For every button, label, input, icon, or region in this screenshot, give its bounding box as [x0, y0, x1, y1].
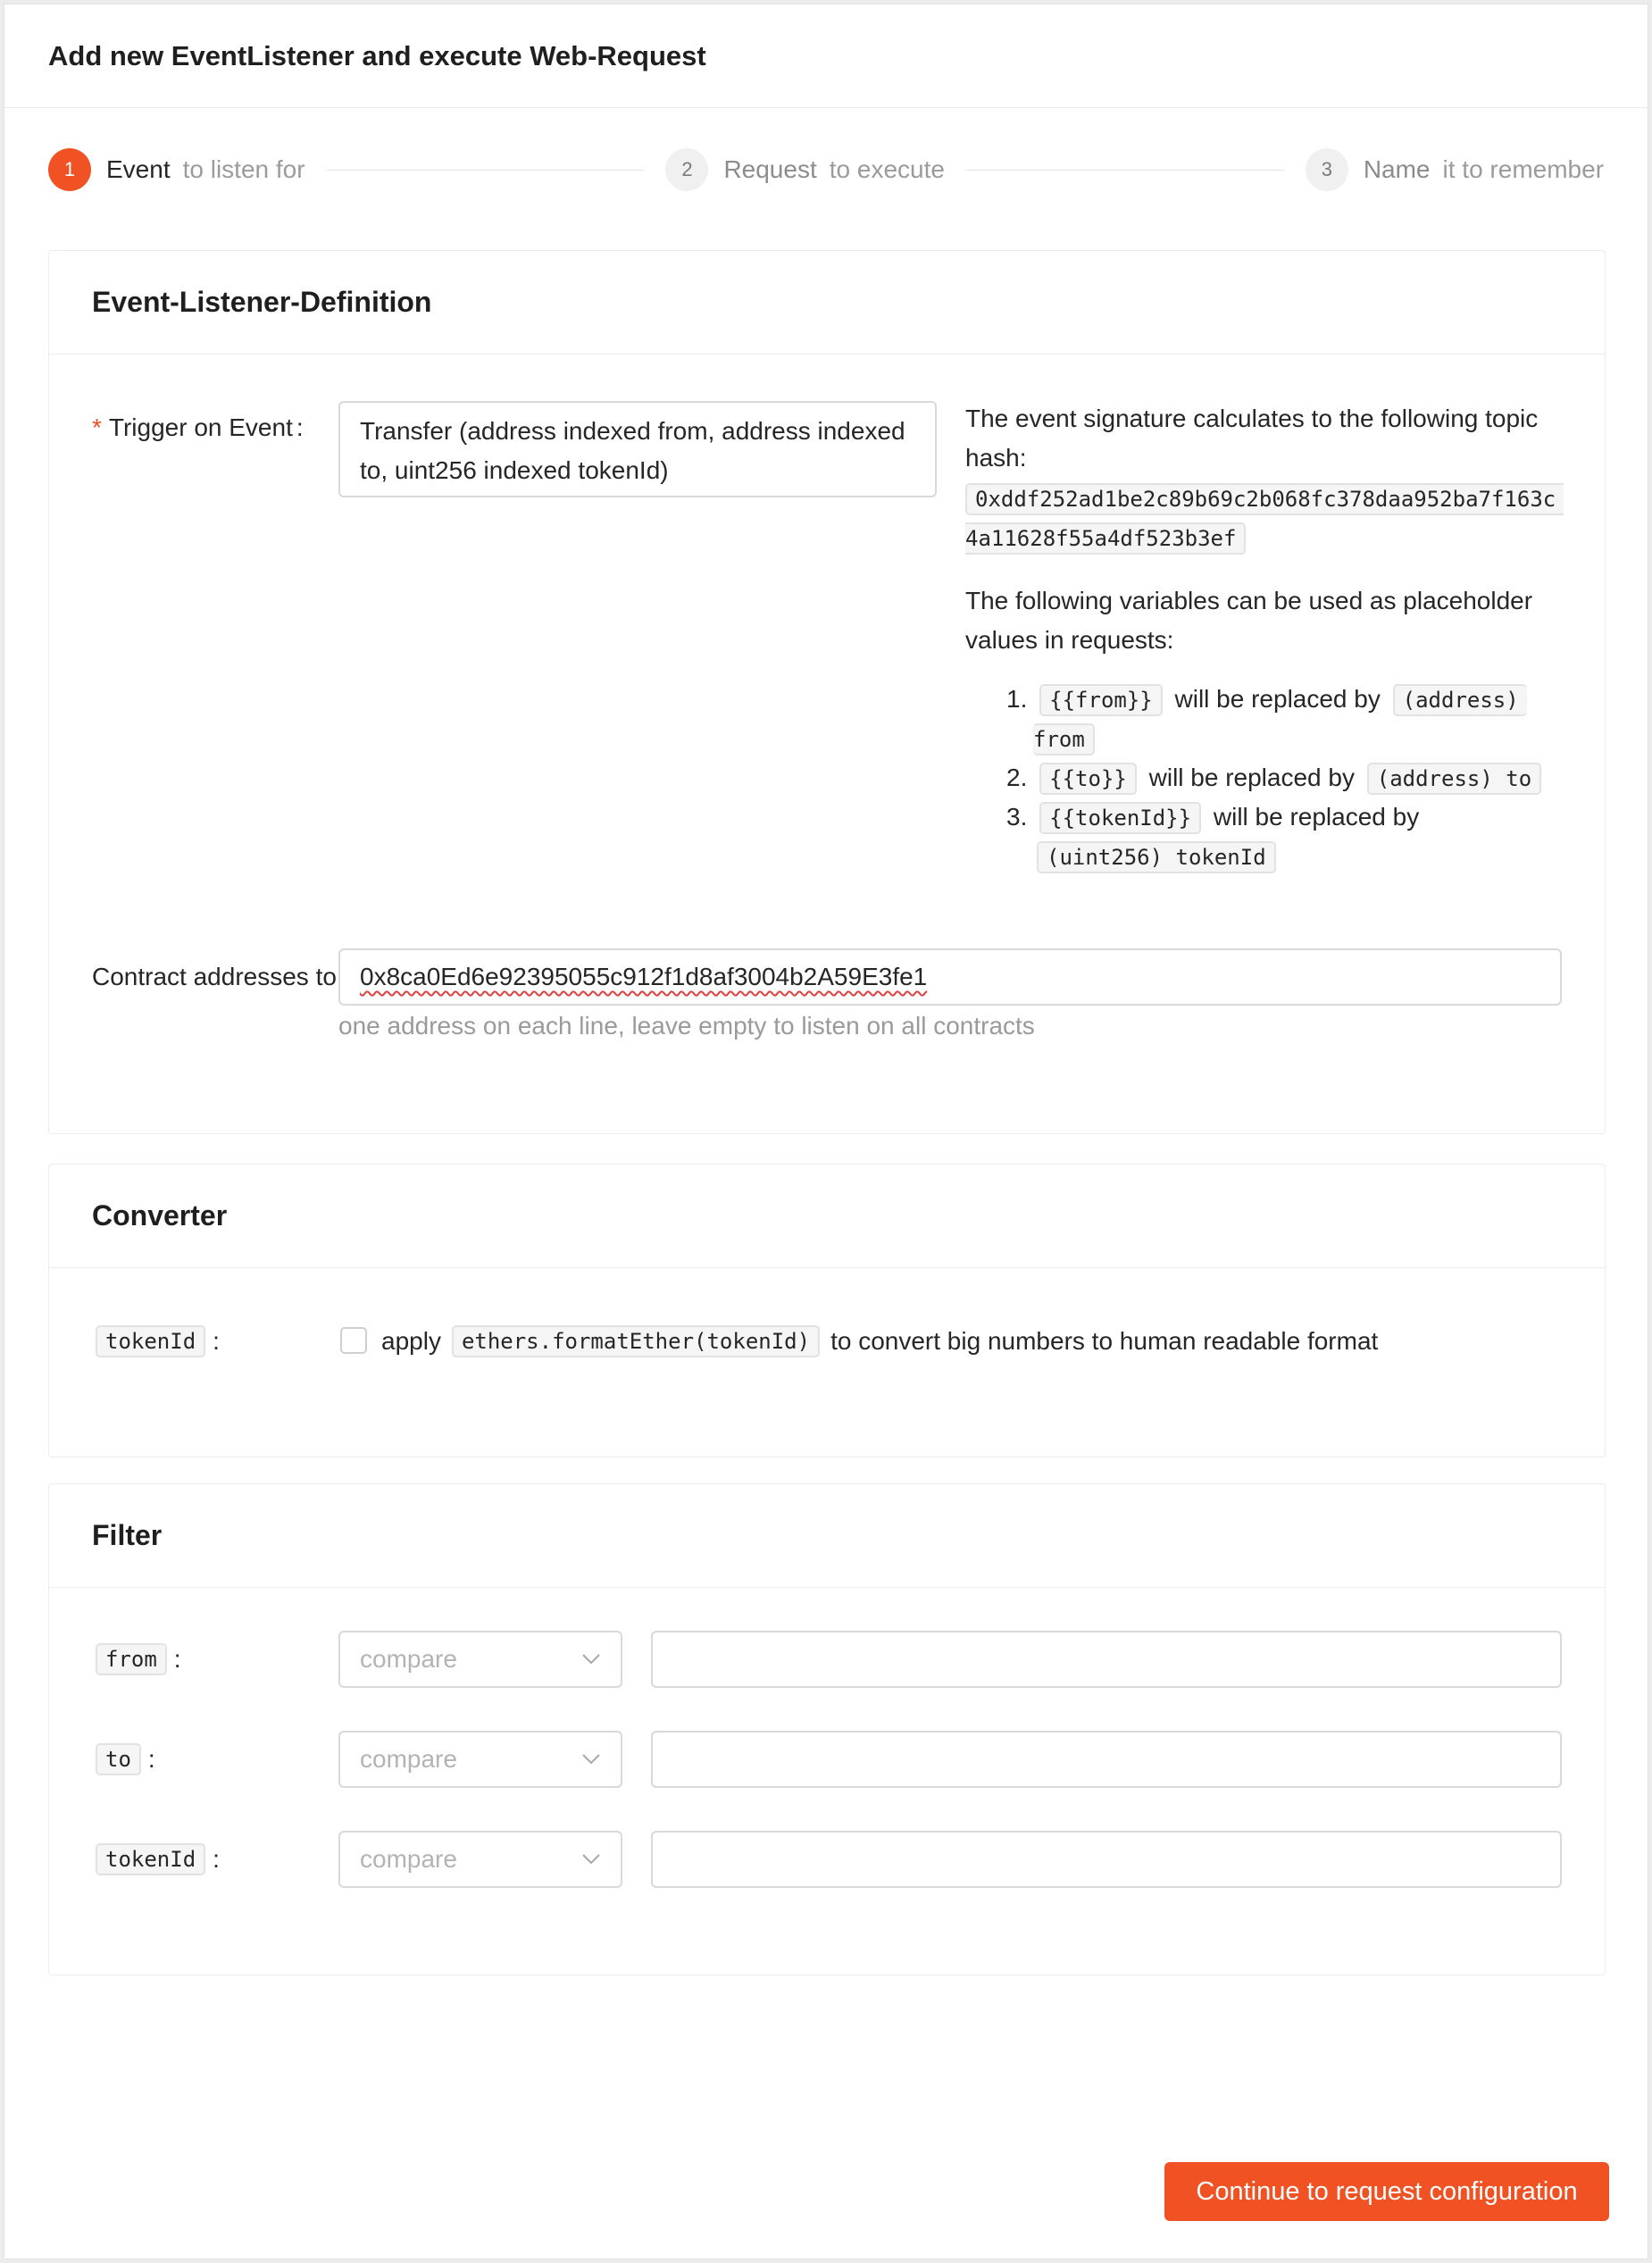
- step-event[interactable]: [48, 148, 305, 191]
- contract-addresses-help: one address on each line, leave empty to listen on all contracts: [338, 1012, 1035, 1040]
- trigger-event-textarea[interactable]: Transfer (address indexed from, address indexed to, uint256 indexed tokenId): [338, 401, 937, 497]
- card-header: [49, 251, 1605, 355]
- list-item-continued: from: [1033, 724, 1095, 753]
- card-header: [49, 1484, 1605, 1588]
- contract-addresses-input[interactable]: [338, 948, 1562, 1006]
- steps-bar: [48, 147, 1604, 192]
- placeholder-description: The following variables can be used as placeholder values in requests:: [965, 587, 1533, 654]
- step-number: 1: [48, 148, 91, 191]
- topic-hash: [965, 480, 1555, 558]
- chevron-down-icon: [581, 1649, 601, 1668]
- list-item: 1. {{from}} will be replaced by (address): [1006, 685, 1527, 714]
- chevron-down-icon: [581, 1749, 601, 1768]
- filter-field-label-tokenid: tokenId :: [96, 1843, 220, 1875]
- card-header: [49, 1165, 1605, 1268]
- signature-description: The event signature calculates to the following topic hash:: [965, 405, 1539, 472]
- converter-description: apply ethers.formatEther(tokenId) to convert big numbers to human readable format: [381, 1325, 1378, 1357]
- filter-value-input-tokenid[interactable]: [651, 1831, 1562, 1888]
- contract-addresses-label: Contract addresses to: [92, 963, 337, 990]
- dialog-title: Add new EventListener and execute Web-Request: [48, 39, 706, 71]
- continue-button[interactable]: Continue to request configuration: [1164, 2162, 1609, 2221]
- step-description: it to remember: [1442, 155, 1605, 183]
- chevron-down-icon: [581, 1849, 601, 1868]
- trigger-label: * Trigger on Event :: [92, 413, 304, 441]
- step-request[interactable]: [665, 148, 945, 191]
- list-item: 2. {{to}} will be replaced by (address) to: [1006, 764, 1541, 792]
- step-number: 2: [665, 148, 708, 191]
- compare-select-tokenid[interactable]: compare: [338, 1831, 622, 1888]
- step-name[interactable]: [1306, 148, 1604, 191]
- step-connector: [327, 170, 645, 171]
- step-description: to listen for: [182, 155, 305, 183]
- converter-field-label: tokenId :: [96, 1325, 220, 1357]
- compare-select-from[interactable]: compare: [338, 1631, 622, 1688]
- contract-address-value: 0x8ca0Ed6e92395055c912f1d8af3004b2A59E3fe1: [360, 963, 928, 990]
- topic-hash-line1: 0xddf252ad1be2c89b69c2b068fc378daa952ba7f163c: [965, 483, 1564, 515]
- card-title: Converter: [92, 1199, 228, 1232]
- filter-field-label-to: to :: [96, 1743, 155, 1775]
- step-title: Event: [106, 155, 171, 183]
- step-title: Request: [723, 155, 817, 183]
- card-title: Event-Listener-Definition: [92, 286, 432, 318]
- card-title: Filter: [92, 1519, 163, 1551]
- step-title: Name: [1363, 155, 1431, 183]
- dialog-header: [4, 4, 1648, 108]
- list-item-continued: (uint256) tokenId: [1037, 842, 1276, 871]
- step-number: 3: [1306, 148, 1348, 191]
- step-connector: [966, 170, 1284, 171]
- step-description: to execute: [829, 155, 945, 183]
- filter-card: [48, 1483, 1606, 1975]
- filter-value-input-to[interactable]: [651, 1731, 1562, 1788]
- compare-select-to[interactable]: compare: [338, 1731, 622, 1788]
- topic-hash-line2: 4a11628f55a4df523b3ef: [965, 522, 1246, 555]
- converter-card: [48, 1164, 1606, 1457]
- filter-value-input-from[interactable]: [651, 1631, 1562, 1688]
- filter-field-label-from: from :: [96, 1643, 181, 1675]
- apply-converter-checkbox[interactable]: [340, 1327, 367, 1354]
- list-item: 3. {{tokenId}} will be replaced by: [1006, 803, 1419, 831]
- event-definition-card: [48, 250, 1606, 1134]
- dialog-window: [4, 4, 1648, 2259]
- required-marker: *: [92, 413, 102, 441]
